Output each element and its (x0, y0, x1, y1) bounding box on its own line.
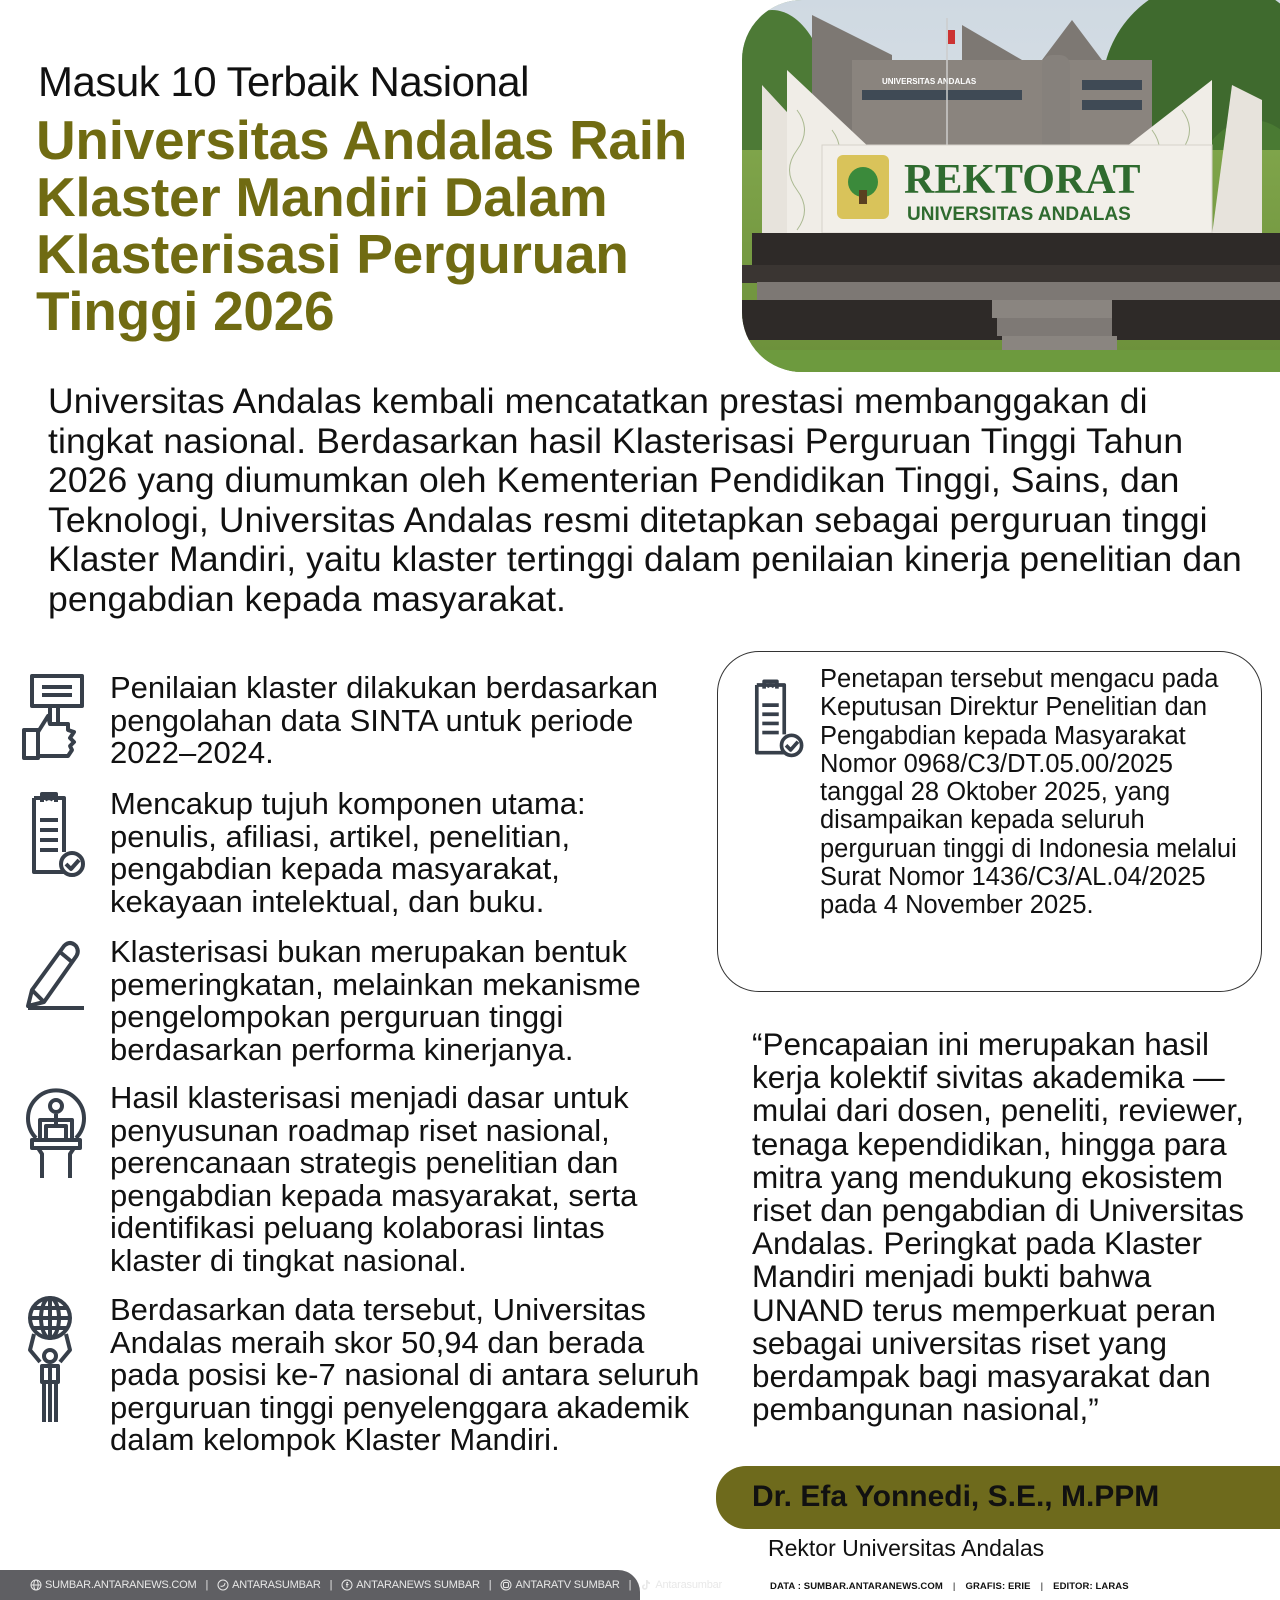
bullet-text: Berdasarkan data tersebut, Universitas Andalas meraih skor 50,94 dan berada pada posisi ke-7 nasional di antara seluruh perguruan tinggi penyelenggara akademik dalam kelompok Klaster Mandiri. (110, 1292, 700, 1457)
bullet-item (20, 788, 700, 918)
speaker-name-bar (716, 1466, 1280, 1529)
building-label: UNIVERSITAS ANDALAS (882, 77, 977, 86)
clipboard-check-icon (744, 674, 808, 765)
footer-label: ANTARASUMBAR (232, 1579, 321, 1591)
bullet-text: Mencakup tujuh komponen utama: penulis, afiliasi, artikel, penelitian, pengabdian kepada masyarakat, kekayaan intelektual, dan buku. (110, 786, 586, 919)
presenter-podium-icon (20, 1082, 110, 1277)
bullet-text: Klasterisasi bukan merupakan bentuk pemeringkatan, melainkan mekanisme pengelompokan perguruan tinggi berdasarkan performa kinerjanya. (110, 934, 641, 1067)
footer-website[interactable] (30, 1579, 196, 1591)
rektorat-photo (742, 0, 1280, 372)
footer-label: ANTARATV SUMBAR (515, 1579, 620, 1591)
facebook-icon (341, 1579, 353, 1591)
credits-line (770, 1581, 1129, 1592)
person-holding-globe-icon (20, 1294, 110, 1457)
separator: | (952, 1581, 956, 1592)
footer-label: ANTARANEWS SUMBAR (356, 1579, 480, 1591)
separator: | (628, 1579, 632, 1591)
kicker: Masuk 10 Terbaik Nasional (38, 58, 529, 105)
bullet-text: Penilaian klaster dilakukan berdasarkan pengolahan data SINTA untuk periode 2022–2024. (110, 670, 658, 770)
decree-note-box (717, 651, 1262, 992)
separator: | (205, 1579, 209, 1591)
bullet-item (20, 1082, 700, 1277)
separator: | (329, 1579, 333, 1591)
decree-note-text: Penetapan tersebut mengacu pada Keputusan Direktur Penelitian dan Pengabdian kepada Masyarakat Nomor 0968/C3/DT.05.00/2025 tanggal 28 Oktober 2025, yang disampaikan kepada seluruh perguruan tinggi di Indonesia melalui Surat Nomor 1436/C3/AL.04/2025 pada 4 November 2025. (820, 665, 1237, 920)
thumbs-up-sign-icon (20, 672, 110, 770)
lead-paragraph: Universitas Andalas kembali mencatatkan prestasi membanggakan di tingkat nasional. Berdasarkan hasil Klasterisasi Perguruan Tinggi Tahun 2026 yang diumumkan oleh Kementerian Pendidikan Tinggi, Sains, dan Teknologi, Universitas Andalas resmi ditetapkan sebagai perguruan tinggi Klaster Mandiri, yaitu klaster tertinggi dalam penilaian kinerja penelitian dan pengabdian kepada masyarakat. (48, 381, 1242, 619)
rector-quote: “Pencapaian ini merupakan hasil kerja kolektif sivitas akademika — mulai dari dosen, peneliti, reviewer, tenaga kependidikan, hingga para mitra yang mendukung ekosistem riset dan pengabdian di Universitas Andalas. Peringkat pada Klaster Mandiri menjadi bukti bahwa UNAND terus memperkuat peran sebagai universitas riset yang berdampak bagi masyarakat dan pembangunan nasional,” (752, 1026, 1245, 1428)
social-footer (0, 1570, 723, 1600)
sign-subtitle: UNIVERSITAS ANDALAS (907, 204, 1131, 225)
footer-facebook[interactable] (341, 1579, 480, 1591)
twitter-icon (217, 1579, 229, 1591)
footer-tiktok[interactable] (640, 1579, 722, 1591)
sign-title: REKTORAT (904, 157, 1141, 203)
clipboard-check-icon (20, 788, 110, 918)
speaker-name: Dr. Efa Yonnedi, S.E., M.PPM (752, 1480, 1160, 1513)
footer-label: Antarasumbar (655, 1579, 723, 1591)
headline: Universitas Andalas Raih Klaster Mandiri Dalam Klasterisasi Perguruan Tinggi 2026 (36, 109, 688, 342)
bullet-item (20, 936, 700, 1066)
bullet-item (20, 672, 700, 770)
credit-grafis: GRAFIS: ERIE (965, 1581, 1031, 1592)
tiktok-icon (640, 1579, 652, 1591)
separator: | (488, 1579, 492, 1591)
footer-label: SUMBAR.ANTARANEWS.COM (45, 1579, 197, 1591)
globe-icon (30, 1579, 42, 1591)
separator: | (1040, 1581, 1044, 1592)
bullet-text: Hasil klasterisasi menjadi dasar untuk penyusunan roadmap riset nasional, perencanaan strategis penelitian dan pengabdian kepada masyarakat, serta identifikasi peluang kolaborasi lintas klaster di tingkat nasional. (110, 1080, 638, 1278)
pencil-icon (20, 936, 110, 1066)
footer-instagram[interactable] (500, 1579, 619, 1591)
bullet-item (20, 1294, 700, 1457)
footer-twitter[interactable] (217, 1579, 320, 1591)
instagram-icon (500, 1579, 512, 1591)
credit-editor: EDITOR: LARAS (1053, 1581, 1129, 1592)
credit-data: DATA : SUMBAR.ANTARANEWS.COM (770, 1581, 943, 1592)
speaker-role: Rektor Universitas Andalas (768, 1535, 1045, 1561)
